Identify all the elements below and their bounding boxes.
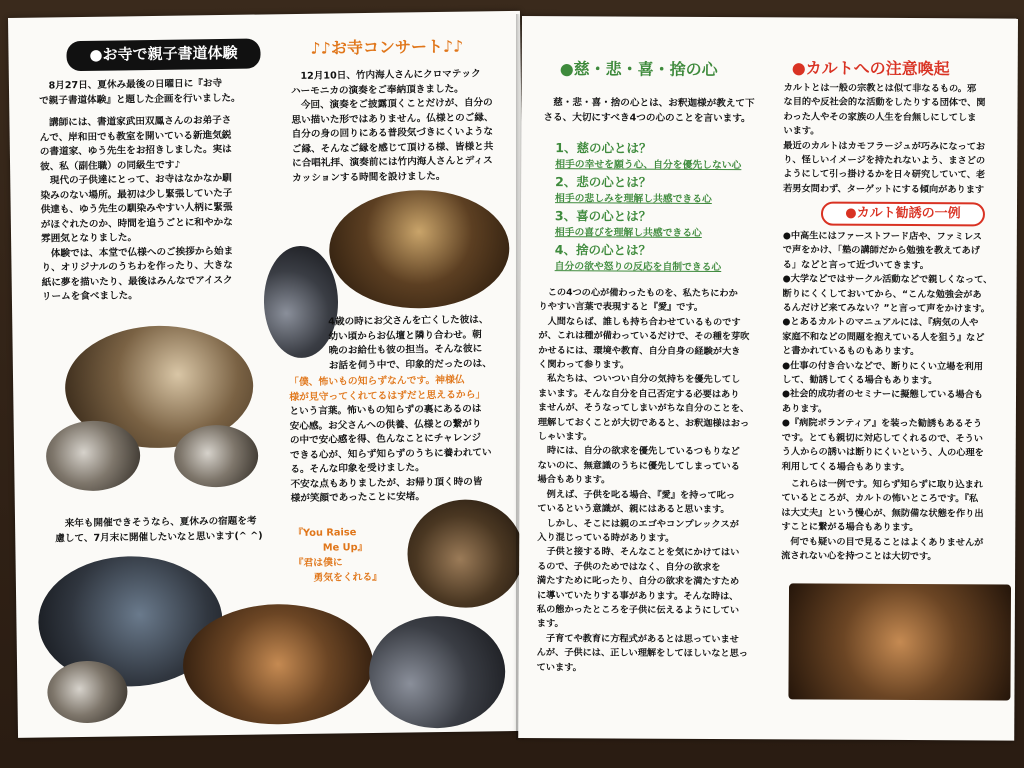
cult-closing-text: これらは一例です。知らず知らずに取り込まれ ているところが、カルトの怖いところです。『私 は大丈夫』という慢心が、無防備な状態を作り出 すことに繋がる場合もあります。 何でも疑いの目で見ることはよくありませんが 流されない心を持つことは大切です。 <box>781 478 984 563</box>
concert-quote: 「僕、怖いもの知らずなんです。神様仏 様が見守ってくれてるはずだと思えるから」 <box>289 374 486 404</box>
calligraphy-body: 8月27日、夏休み最後の日曜日に『お寺 で親子書道体験』と題した企画を行いました。 講師には、書道家武田双鳳さんのお弟子さ んで、岸和田でも教室を開いている新進気鋭 の書道家、ゆう先生をお招きしました。実は 彼、私（副住職）の同級生です♪ 現代の子供達にとって、お寺はなかなか馴 染みのない場所。最初は少し緊張していた子 供達も、ゆう先生の馴染みやすい人柄に緊張 がほぐれたのか、時間を追うごとに和やかな 雰囲気となりました。 体験では、本堂で仏様へのご挨拶から始ま り、オリジナルのうちわを作ったり、大きな 紙に夢を描いたり、最後はみんなでアイスク リームを食べました。 <box>38 78 241 303</box>
heart-question-1: 1、慈の心とは？ <box>555 140 652 156</box>
concert-body: 12月10日、竹内海人さんにクロマテック ハーモニカの演奏をご奉納頂きました。 今回、演奏をご披露頂くことだけが、自分の 思い描いた形ではありません。仏様とのご縁、 自分の身の回りにある普段気づきにくいような ご縁、そんなご縁を感じて頂ける様、皆様と共 に合唱礼拝、演奏前には竹内海人さんとディス カッションする時間を設けました。 <box>290 68 494 184</box>
calligraphy-artwork-photo <box>47 660 128 723</box>
heart-answer-2: 相手の悲しみを理解し共感できる心 <box>555 193 712 205</box>
four-hearts-intro: 慈・悲・喜・捨の心とは、お釈迦様が教えて下 さる、大切にすべき4つの心のことを言います。 <box>543 97 755 124</box>
concert-song-titles: 『You Raise Me Up』 『君は僕に 勇気をくれる』 <box>293 527 383 585</box>
heart-answer-3: 相手の喜びを理解し共感できる心 <box>554 227 702 239</box>
fan-artwork-photo-2 <box>174 425 259 488</box>
fan-artwork-photo-1 <box>46 420 141 491</box>
concert-story: 4歳の時にお父さんを亡くした彼は、 幼い頃からお仏壇と隣り合わせ。朝 晩のお給仕も彼の担当。そんな彼に お話を伺う中で、印象的だったのは、 <box>328 314 492 372</box>
calligraphy-next-year: 来年も開催できそうなら、夏休みの宿題を考 慮して、7月末に開催したいなと思います(^ ^) <box>54 515 263 544</box>
four-hearts-body: この4つの心が備わったものを、私たちにわか りやすい言葉で表現すると『愛』です。 人間ならば、誰しも持ち合わせているものです が、これは種が備わっているだけで、その種を芽吹 かせるには、環境や教育、自分自身の経験が大き く関わって参ります。 私たちは、ついつい自分の気持ちを優先してし まいます。そんな自分を自己否定する必要はあり ませんが、そうなってしまいがちな自分のことを、 理解しておくことが大切であると、お釈迦様はおっ しゃいます。 時には、自分の欲求を優先しているつもりなど ないのに、無意識のうちに優先してしまっている 場合もあります。 例えば、子供を叱る場合、『愛』を持って叱っ ているという意識が、親にはあると思います。 しかし、そこには親のエゴやコンプレックスが 入り混じっている時があります。 子供と接する時、そんなことを気にかけてはい るので、子供のためではなく、自分の欲求を 満たすために叱ったり、自分の欲求を満たすため に導いていたりする事があります。そんな時は、 私の態かったところを子供に伝えるようにしてい ます。 子育てや教育に方程式があるとは思っていませ んが、子供には、正しい理解をしてほしいなと思っ ています。 <box>536 287 750 673</box>
heart-question-4: 4、捨の心とは？ <box>554 242 652 258</box>
heart-question-3: 3、喜の心とは？ <box>554 208 652 224</box>
concert-audience-photo <box>182 603 374 726</box>
heart-answer-4: 自分の欲や怒りの反応を自制できる心 <box>554 261 722 274</box>
cult-warning-heading: ●カルトへの注意喚起 <box>791 58 950 79</box>
cult-warning-body: カルトとは一般の宗教とは似て非なるもの。邪 な目的や反社会的な活動をしたりする団体で、関 わった人やその家族の人生を台無しにしてしま います。 最近のカルトはカモフラージュが巧みになってお り、怪しいイメージを持たれないよう、まさどの ようにして引っ掛けるかを日々研究していて、老 若男女問わず、ターゲットにする傾向があります <box>783 82 986 196</box>
cult-example-list: ●中高生にはファーストフード店や、ファミレス で声をかけ、「塾の講師だから勉強を教えてあげ る」などと言って近づいてきます。 ●大学などではサークル活動などで親しくなって、 断りにくくしておいてから、“こんな勉強会があ るんだけど来てみない？”と言って声をかけます。 ●とあるカルトのマニュアルには、『病気の人や 家庭不和などの問題を抱えている人を狙う』など と書かれているものもあります。 ●仕事の付き合いなどで、断りにくい立場を利用 して、勧誘してくる場合もあります。 ●社会的成功者のセミナーに擬態している場合も あります。 ●『病院ボランティア』を装った勧誘もあるそう です。とても親切に対応してくれるので、そうい う人からの誘いは断りにくいという、人の心理を 利用してくる場合もあります。 <box>781 230 993 473</box>
four-hearts-heading: ●慈・悲・喜・捨の心 <box>559 59 718 80</box>
cult-example-heading: ●カルト勧誘の一例 <box>821 202 985 227</box>
brochure-right-page <box>518 16 1018 741</box>
heart-question-2: 2、悲の心とは？ <box>555 174 652 190</box>
concert-bouquet-photo <box>407 499 524 609</box>
altar-flowers-photo <box>788 583 1011 700</box>
brochure-left-page <box>8 11 530 738</box>
concert-heading: ♪♪お寺コンサート♪♪ <box>310 36 464 58</box>
calligraphy-heading: ●お寺で親子書道体験 <box>66 38 260 71</box>
concert-story-continued: という言葉。怖いもの知らずの裏にあるのは 安心感。お父さんへの供養、仏様との繋がり の中で安心感を得、色んなことにチャレンジ できる心が、知らず知らずのうちに養われてい る。そんな印象を受けました。 不安な点もありましたが、お帰り頂く時の皆 様が笑顔であったことに安堵。 <box>289 403 492 505</box>
concert-flowers-photo <box>368 615 506 729</box>
concert-performer-photo <box>263 245 339 358</box>
concert-altar-photo <box>328 189 510 310</box>
heart-answer-1: 相手の幸せを願う心、自分を優先しない心 <box>555 159 742 172</box>
